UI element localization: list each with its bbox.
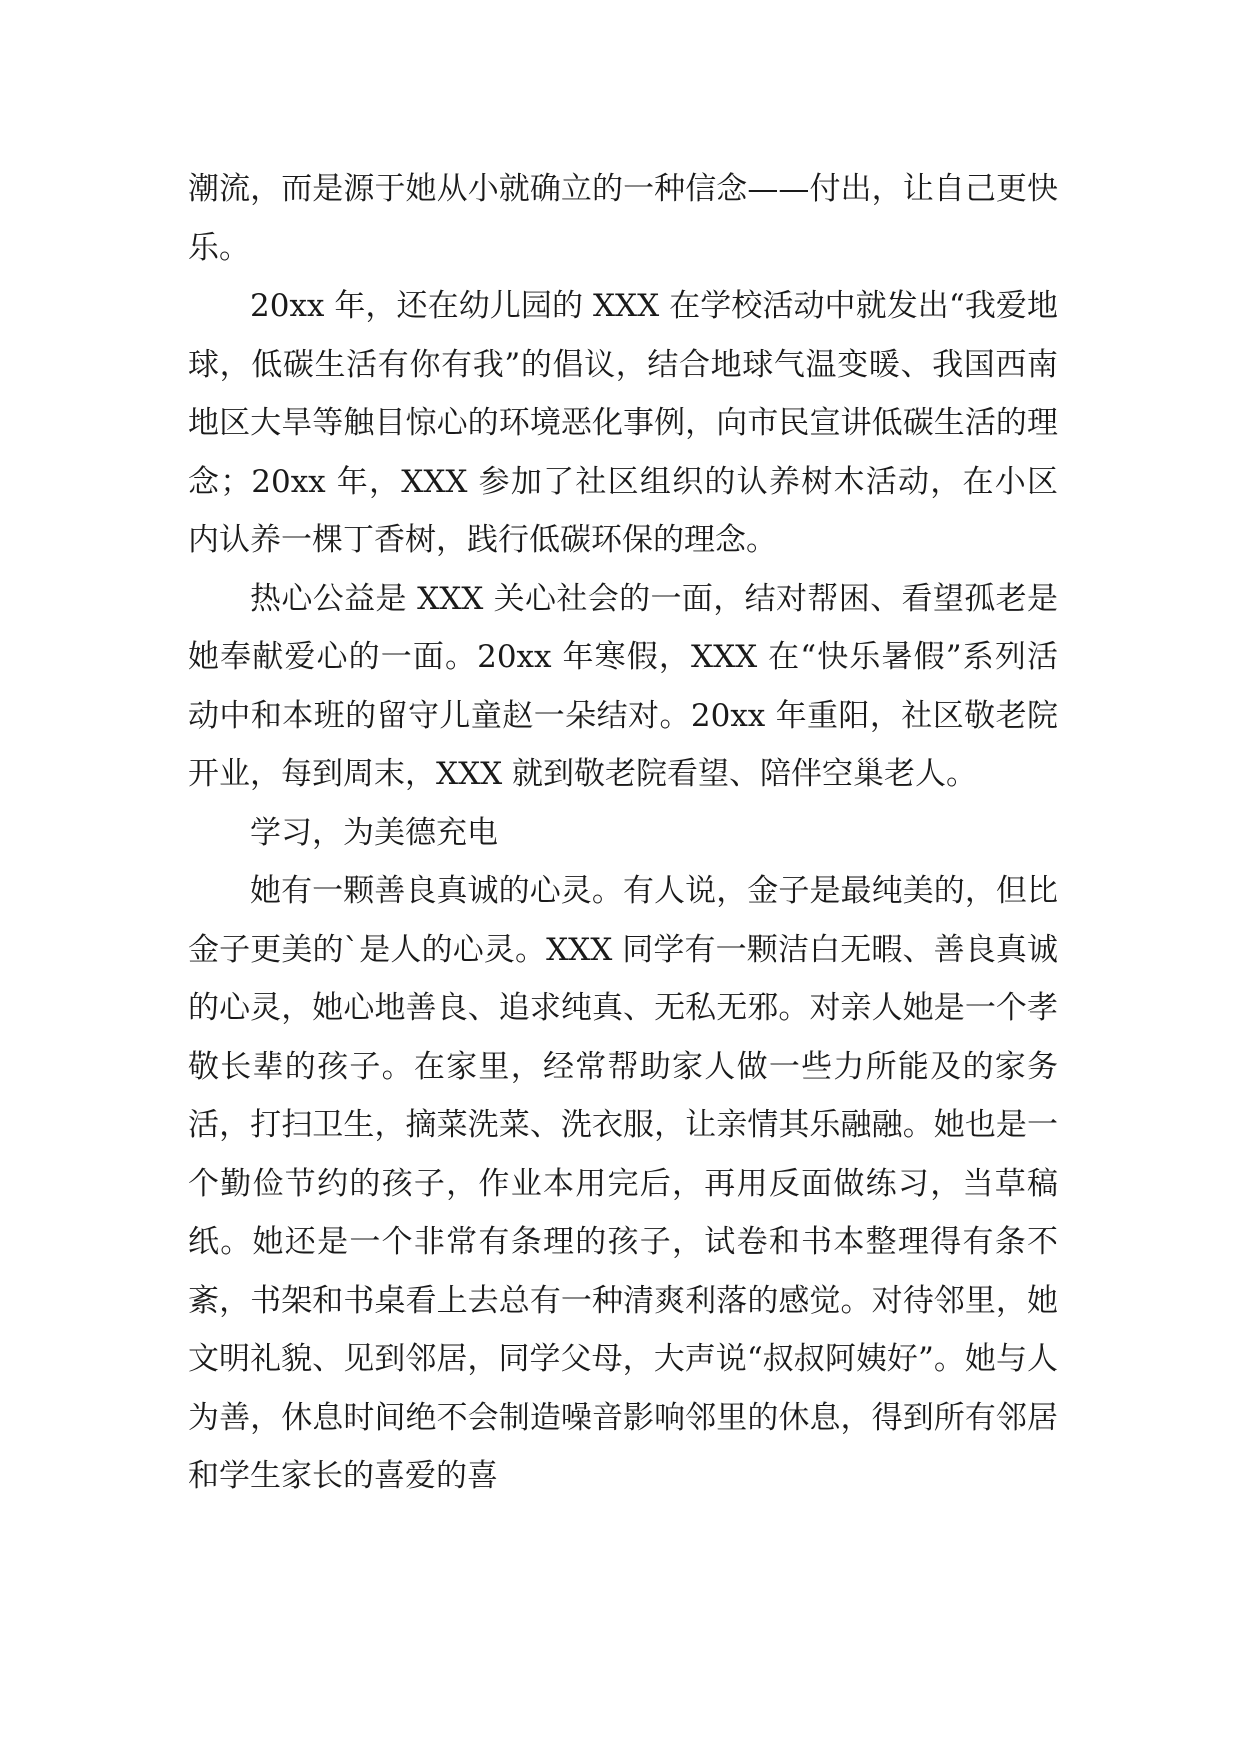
- paragraph-continuation: 潮流，而是源于她从小就确立的一种信念——付出，让自己更快乐。: [188, 171, 1058, 266]
- section-heading: 学习，为美德充电: [250, 814, 498, 851]
- document-body: [188, 160, 1058, 1506]
- paragraph-low-carbon: 20xx 年，还在幼儿园的 XXX 在学校活动中就发出“我爱地球，低碳生活有你有我”的倡议，结合地球气温变暖、我国西南地区大旱等触目惊心的环境恶化事例，向市民宣讲低碳生活的理念；20xx 年，XXX 参加了社区组织的认养树木活动，在小区内认养一棵丁香树，践行低碳环保的理念。: [188, 288, 1058, 558]
- paragraph-public-welfare: 热心公益是 XXX 关心社会的一面，结对帮困、看望孤老是她奉献爱心的一面。20xx 年寒假，XXX 在“快乐暑假”系列活动中和本班的留守儿童赵一朵结对。20xx 年重阳，社区敬老院开业，每到周末，XXX 就到敬老院看望、陪伴空巢老人。: [188, 580, 1058, 792]
- paragraph-kind-heart: 她有一颗善良真诚的心灵。有人说，金子是最纯美的，但比金子更美的`是人的心灵。XXX 同学有一颗洁白无暇、善良真诚的心灵，她心地善良、追求纯真、无私无邪。对亲人她是一个孝敬长辈的孩子。在家里，经常帮助家人做一些力所能及的家务活，打扫卫生，摘菜洗菜、洗衣服，让亲情其乐融融。她也是一个勤俭节约的孩子，作业本用完后，再用反面做练习，当草稿纸。她还是一个非常有条理的孩子，试卷和书本整理得有条不紊，书架和书桌看上去总有一种清爽利落的感觉。对待邻里，她文明礼貌、见到邻居，同学父母，大声说“叔叔阿姨好”。她与人为善，休息时间绝不会制造噪音影响邻里的休息，得到所有邻居和学生家长的喜爱的喜: [188, 873, 1058, 1494]
